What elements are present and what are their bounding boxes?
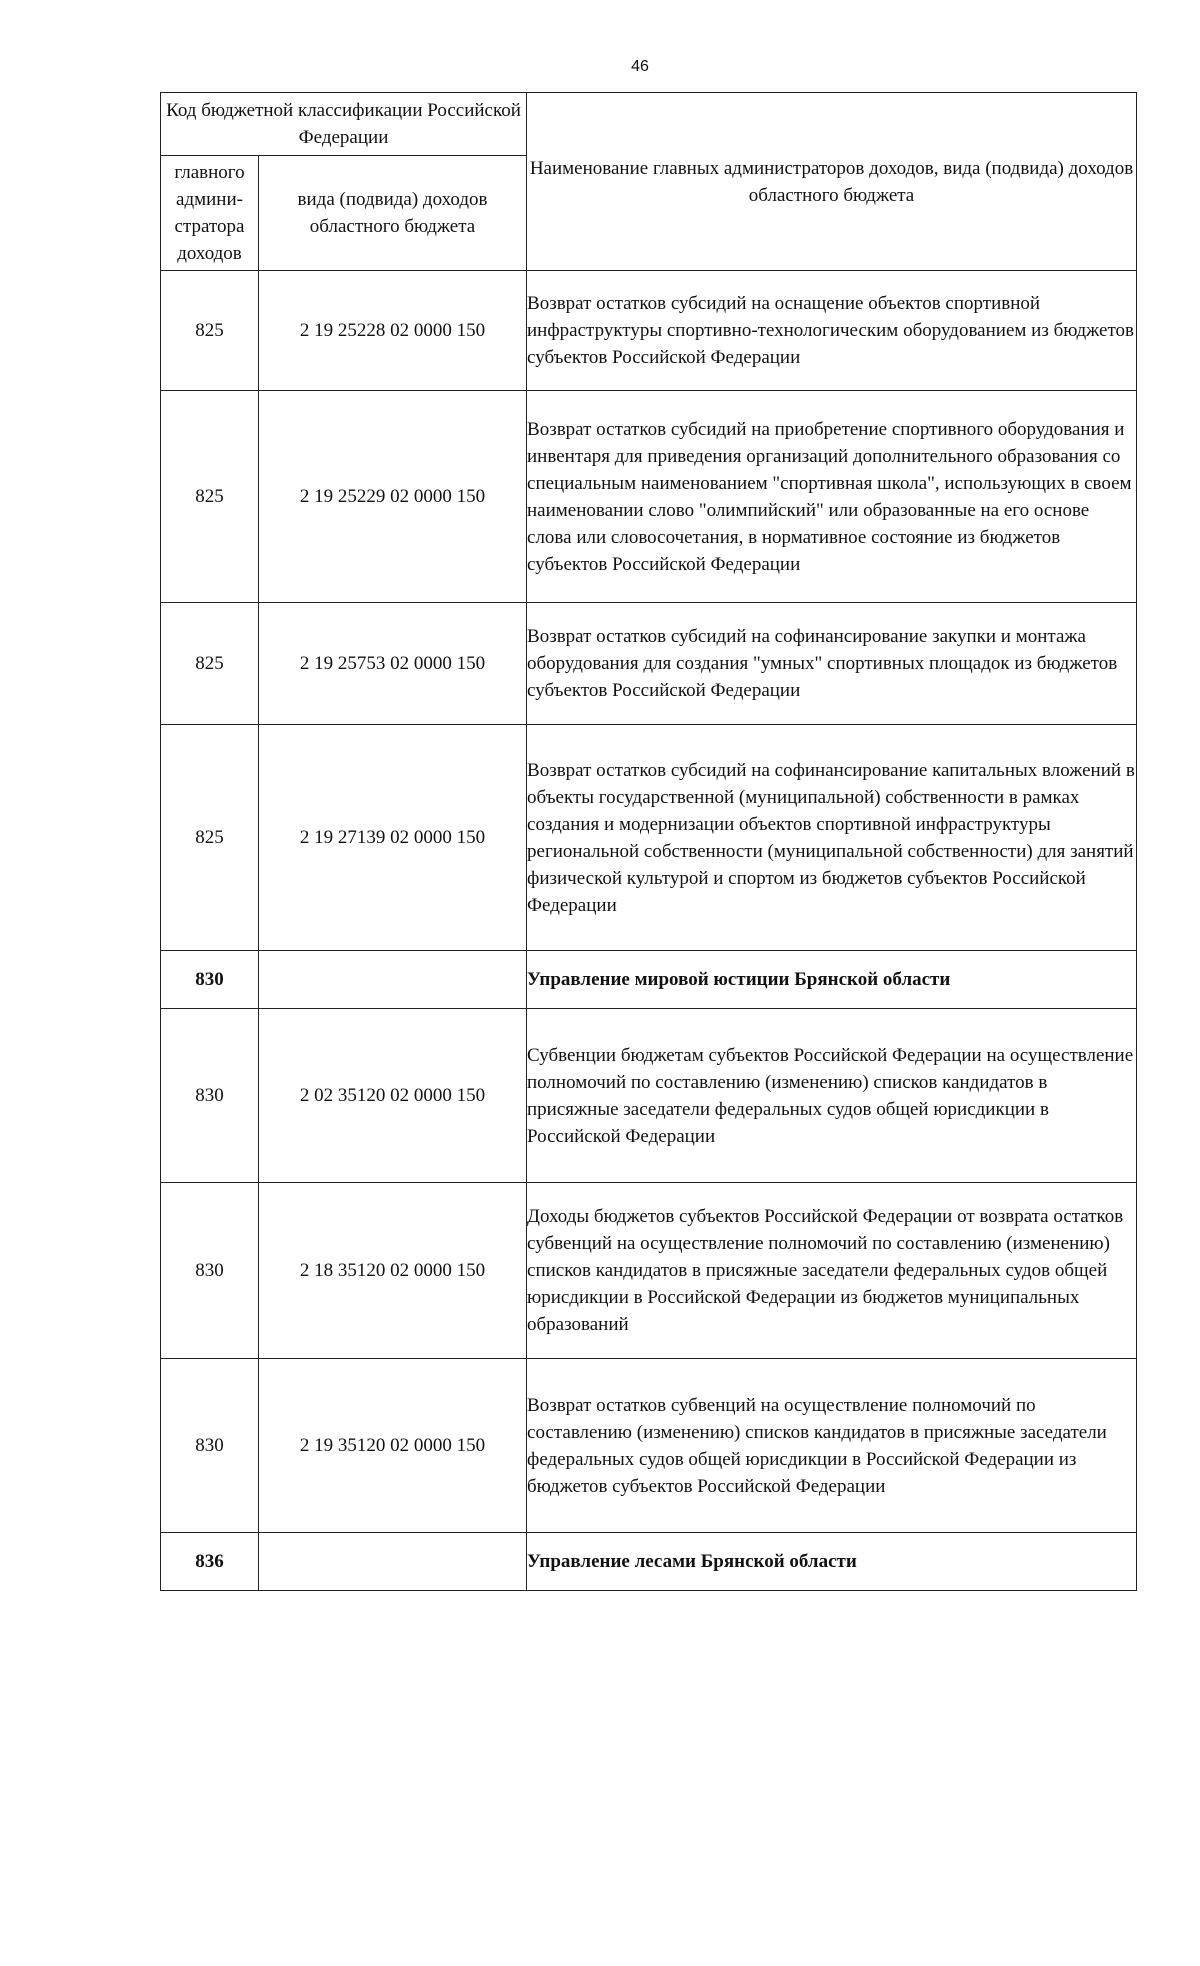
table-row: [161, 1359, 1137, 1533]
cell-admin-code: 830: [161, 1359, 259, 1533]
table-body: [161, 271, 1137, 1591]
cell-income-name: Возврат остатков субсидий на оснащение объектов спортивной инфраструктуры спортивно-технологическим оборудованием из бюджетов субъектов Российской Федерации: [527, 271, 1137, 391]
cell-income-name: Управление мировой юстиции Брянской области: [527, 951, 1137, 1009]
cell-admin-code: 830: [161, 1183, 259, 1359]
table-row: [161, 725, 1137, 951]
table-row: [161, 271, 1137, 391]
cell-admin-code: 836: [161, 1533, 259, 1591]
cell-income-name: Возврат остатков субсидий на софинансирование закупки и монтажа оборудования для создания "умных" спортивных площадок из бюджетов субъектов Российской Федерации: [527, 603, 1137, 725]
cell-income-code: 2 18 35120 02 0000 150: [259, 1183, 527, 1359]
cell-income-code: 2 19 25753 02 0000 150: [259, 603, 527, 725]
cell-income-code: [259, 1533, 527, 1591]
cell-income-name: Субвенции бюджетам субъектов Российской Федерации на осуществление полномочий по составлению (изменению) списков кандидатов в присяжные заседатели федеральных судов общей юрисдикции в Российской Федерации: [527, 1009, 1137, 1183]
cell-admin-code: 825: [161, 725, 259, 951]
table-row: [161, 1183, 1137, 1359]
cell-admin-code: 830: [161, 951, 259, 1009]
header-row-top: [161, 93, 1137, 156]
header-col-code: вида (подвида) доходов областного бюджета: [259, 156, 527, 271]
cell-income-name: Доходы бюджетов субъектов Российской Федерации от возврата остатков субвенций на осуществление полномочий по составлению (изменению) списков кандидатов в присяжные заседатели федеральных судов общей юрисдикции в Российской Федерации из бюджетов муниципальных образований: [527, 1183, 1137, 1359]
cell-income-code: 2 19 35120 02 0000 150: [259, 1359, 527, 1533]
budget-classification-table: [160, 92, 1137, 1591]
table-row: [161, 1533, 1137, 1591]
cell-income-code: 2 19 25229 02 0000 150: [259, 391, 527, 603]
cell-income-code: 2 02 35120 02 0000 150: [259, 1009, 527, 1183]
cell-admin-code: 825: [161, 391, 259, 603]
table-row: [161, 391, 1137, 603]
cell-admin-code: 830: [161, 1009, 259, 1183]
cell-income-code: [259, 951, 527, 1009]
cell-income-name: Управление лесами Брянской области: [527, 1533, 1137, 1591]
cell-income-code: 2 19 27139 02 0000 150: [259, 725, 527, 951]
cell-admin-code: 825: [161, 271, 259, 391]
header-col-admin: главного админи-стратора доходов: [161, 156, 259, 271]
table-row: [161, 603, 1137, 725]
header-col-name: Наименование главных администраторов доходов, вида (подвида) доходов областного бюджета: [527, 93, 1137, 271]
table-row: [161, 951, 1137, 1009]
cell-income-code: 2 19 25228 02 0000 150: [259, 271, 527, 391]
cell-income-name: Возврат остатков субвенций на осуществление полномочий по составлению (изменению) списков кандидатов в присяжные заседатели федеральных судов общей юрисдикции в Российской Федерации из бюджетов субъектов Российской Федерации: [527, 1359, 1137, 1533]
cell-income-name: Возврат остатков субсидий на приобретение спортивного оборудования и инвентаря для приведения организаций дополнительного образования со специальным наименованием "спортивная школа", использующих в своем наименовании слово "олимпийский" или образованные на его основе слова или словосочетания, в нормативное состояние из бюджетов субъектов Российской Федерации: [527, 391, 1137, 603]
table-row: [161, 1009, 1137, 1183]
cell-income-name: Возврат остатков субсидий на софинансирование капитальных вложений в объекты государственной (муниципальной) собственности в рамках создания и модернизации объектов спортивной инфраструктуры региональной собственности (муниципальной собственности) для занятий физической культурой и спортом из бюджетов субъектов Российской Федерации: [527, 725, 1137, 951]
page-number: 46: [631, 58, 649, 75]
cell-admin-code: 825: [161, 603, 259, 725]
header-group-title: Код бюджетной классификации Российской Федерации: [161, 93, 527, 156]
